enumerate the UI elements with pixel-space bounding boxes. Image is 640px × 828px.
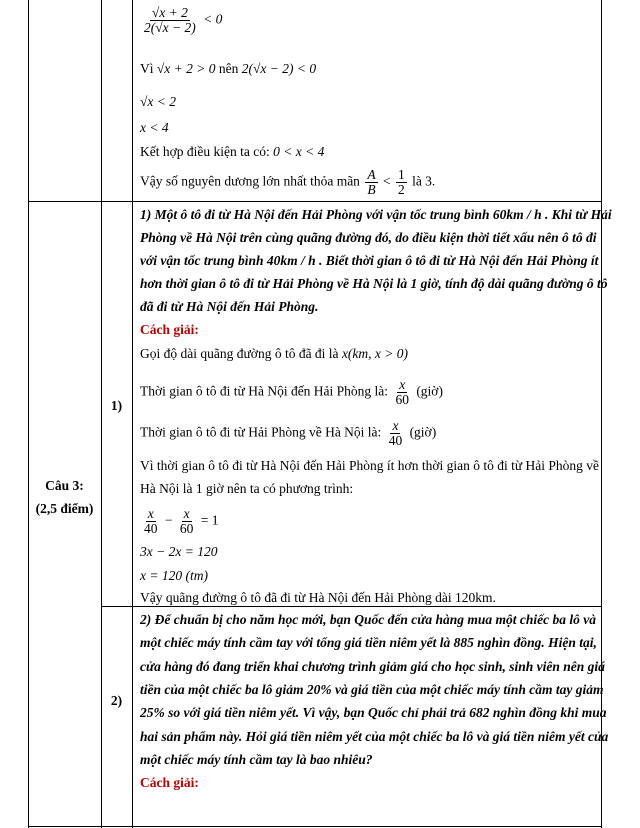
problem-2-line-6: hai sản phẩm này. Hỏi giá tiền niêm yết của một chiếc ba lô và giá tiền niêm yết của [140, 729, 609, 744]
equation-3: x = 120 (tm) [140, 568, 208, 583]
table-border-right [601, 0, 602, 828]
ineq-line-4: x < 4 [140, 120, 169, 135]
problem-1-line-1: 1) Một ô tô đi từ Hà Nội đến Hải Phòng với vận tốc trung bình 60km / h . Khi từ Hải [140, 207, 612, 222]
equation-1: $\frac{x}{40}$ − $\frac{x}{60}$ = 1 [144, 506, 219, 536]
solution-1-line-2: Thời gian ô tô đi từ Hà Nội đến Hải Phòng là: $\frac{x}{60}$ (giờ) [140, 377, 443, 407]
problem-2-line-4: tiền của một chiếc ba lô giảm 20% và giá tiền của một chiếc máy tính cầm tay giảm [140, 682, 604, 697]
problem-2-line-7: một chiếc máy tính cầm tay là bao nhiêu? [140, 752, 373, 767]
ineq-line-5: Kết hợp điều kiện ta có: 0 < x < 4 [140, 144, 325, 159]
problem-2-line-1: 2) Để chuẩn bị cho năm học mới, bạn Quốc đến cửa hàng mua một chiếc ba lô và [140, 612, 596, 627]
sub-question-2-label: 2) [110, 693, 123, 708]
method-heading-2: Cách giải: [140, 775, 199, 790]
solution-1-line-3: Thời gian ô tô đi từ Hải Phòng về Hà Nội là: $\frac{x}{40}$ (giờ) [140, 418, 437, 448]
row-divider-question [28, 201, 602, 202]
ineq-line-2: Vì √x + 2 > 0 nên 2(√x − 2) < 0 [140, 61, 317, 76]
ineq-line-3: √x < 2 [140, 94, 177, 109]
problem-2-line-2: một chiếc máy tính cầm tay với tổng giá tiền niêm yết là 885 nghìn đồng. Hiện tại, [140, 635, 597, 650]
table-border-bottom [28, 826, 602, 827]
method-heading-1: Cách giải: [140, 322, 199, 337]
problem-1-line-3: với vận tốc trung bình 40km / h . Biết thời gian ô tô đi từ Hà Nội đến Hải Phòng ít [140, 253, 599, 268]
problem-2-line-5: 25% so với giá tiền niêm yết. Vì vậy, bạn Quốc chỉ phải trả 682 nghìn đồng khi mua [140, 705, 607, 720]
solution-1-line-4: Vì thời gian ô tô đi từ Hà Nội đến Hải Phòng ít hơn thời gian ô tô đi từ Hải Phòng về [140, 458, 600, 473]
sub-question-1-label: 1) [110, 398, 123, 413]
ineq-line-1: $\frac{√x + 2}{2(√x - 2)}$ < 0 [144, 5, 223, 35]
problem-1-line-5: đã đi từ Hà Nội đến Hải Phòng. [140, 299, 319, 314]
question-label: Câu 3: [45, 478, 84, 493]
problem-1-line-4: hơn thời gian ô tô đi từ Hải Phòng về Hà Nội là 1 giờ, tính độ dài quãng đường ô tô [140, 276, 608, 291]
problem-2-line-3: cửa hàng đó đang triển khai chương trình giảm giá cho học sinh, sinh viên nên giá [140, 659, 605, 674]
solution-1-line-5: Hà Nội là 1 giờ nên ta có phương trình: [140, 481, 354, 496]
question-points: (2,5 điểm) [35, 501, 94, 516]
table-divider-sub [132, 0, 133, 828]
ineq-line-6: Vậy số nguyên dương lớn nhất thỏa mãn $\frac{A}{B}$ < $\frac{1}{2}$ là 3. [140, 167, 436, 197]
problem-1-line-2: Phòng về Hà Nội trên cùng quãng đường đó, do điều kiện thời tiết xấu nên ô tô đi [140, 230, 597, 245]
solution-1-line-1: Gọi độ dài quãng đường ô tô đã đi là x(km, x > 0) [140, 346, 409, 361]
row-divider-sub [101, 606, 602, 607]
solution-1-conclusion: Vậy quãng đường ô tô đã đi từ Hà Nội đến Hải Phòng dài 120km. [140, 590, 496, 605]
equation-2: 3x − 2x = 120 [140, 544, 218, 559]
table-border-left [28, 0, 29, 828]
